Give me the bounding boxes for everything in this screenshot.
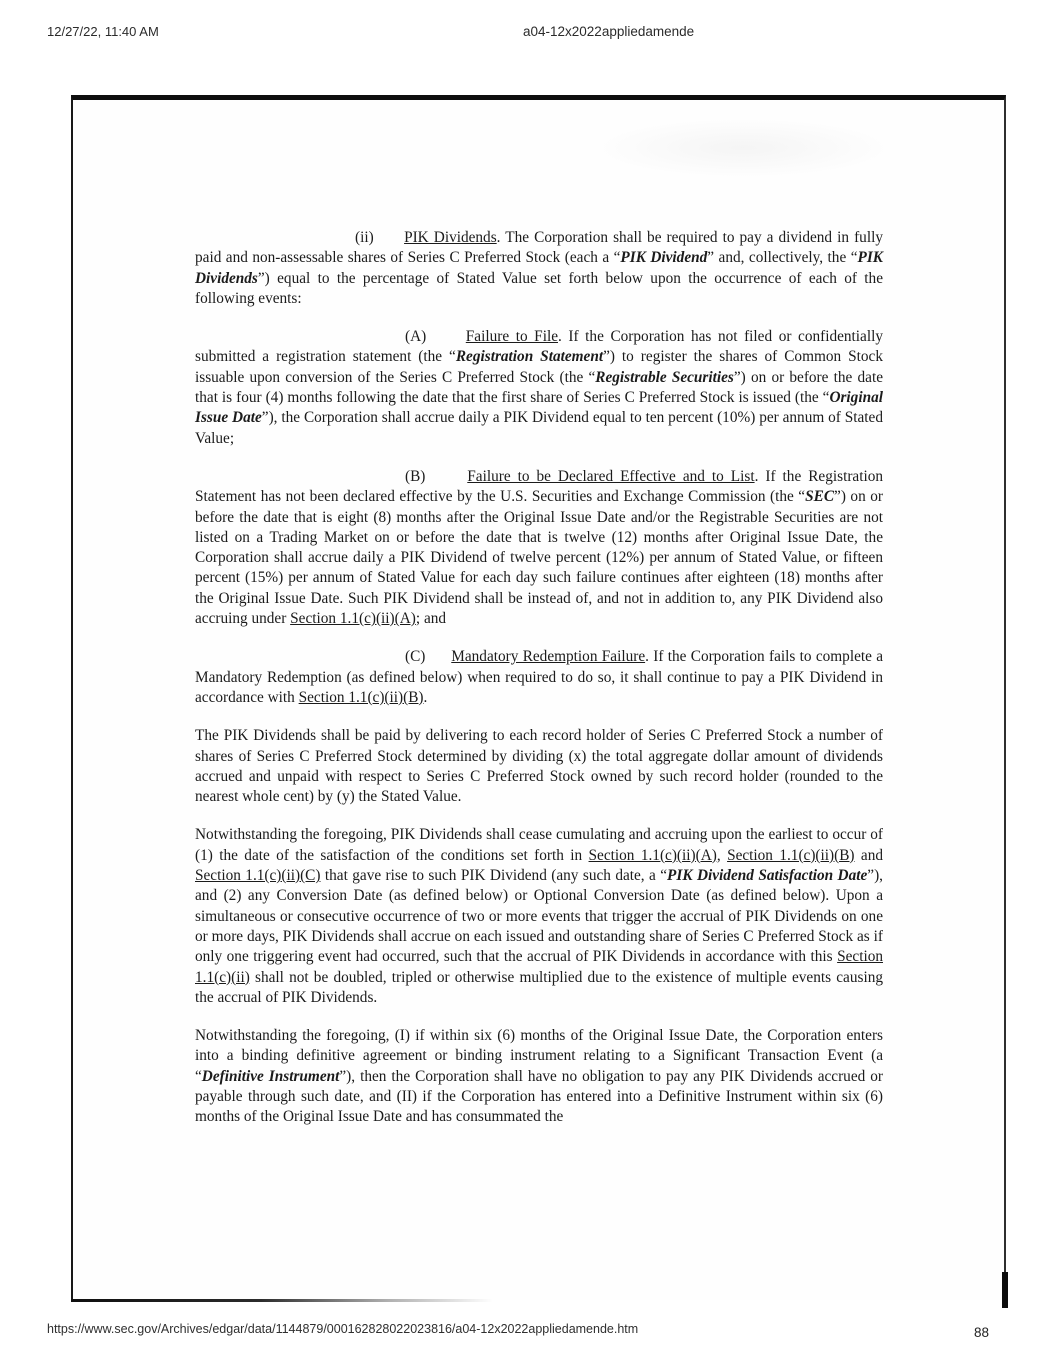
- text-run: . If the Corporation has not filed or confidentially submitted a registration statement (the “: [195, 328, 883, 366]
- text-run: PIK Dividends: [195, 249, 883, 287]
- text-run: ” and, collectively, the “: [707, 249, 858, 267]
- paragraph: [195, 327, 883, 449]
- text-run: ”), and (2) any Conversion Date (as defined below) or Optional Conversion Date (as defined below). Upon a simultaneous or consecutive occurrence of two or more events that trigger the accrual of PIK Dividends on one or more days, PIK Dividends shall accrue on each issued and outstanding share of Series C Preferred Stock as if only one triggering event had occurred, such that the accrual of PIK Dividends in accordance with this: [195, 867, 883, 966]
- page-border-bottom-artifact: [71, 1299, 493, 1302]
- text-run: ,: [716, 846, 728, 864]
- page-border-corner-artifact: [1002, 1272, 1008, 1308]
- text-run: PIK Dividend Satisfaction Date: [667, 867, 868, 885]
- text-run: Registration Statement: [455, 348, 604, 366]
- text-run: (B): [405, 467, 468, 485]
- text-run: Section 1.1(c)(ii)(B): [298, 688, 424, 706]
- text-run: Notwithstanding the foregoing, PIK Dividends shall cease cumulating and accruing upon the earliest to occur of (1) the date of the satisfaction of the conditions set forth in: [195, 826, 883, 864]
- text-run: Mandatory Redemption Failure: [451, 648, 646, 666]
- text-run: and: [854, 846, 883, 864]
- text-run: Failure to File: [465, 328, 558, 346]
- text-run: ”), the Corporation shall accrue daily a PIK Dividend equal to ten percent (10%) per annum of Stated Value;: [195, 409, 883, 447]
- paragraph: [195, 647, 883, 708]
- text-run: (ii): [355, 229, 405, 246]
- text-run: Failure to be Declared Effective and to List: [467, 467, 755, 485]
- text-run: . If the Corporation fails to complete a Mandatory Redemption (as defined below) when required to do so, it shall continue to pay a PIK Dividend in accordance with: [195, 648, 883, 706]
- text-run: Section 1.1(c)(ii)(A): [290, 610, 416, 628]
- paragraph: [195, 1026, 883, 1127]
- text-run: PIK Dividend: [620, 249, 708, 267]
- text-run: Definitive Instrument: [201, 1067, 340, 1085]
- scan-smudge-artifact: [593, 118, 893, 178]
- text-run: ”) equal to the percentage of Stated Value set forth below upon the occurrence of each of the following events:: [195, 269, 883, 307]
- text-run: The PIK Dividends shall be paid by delivering to each record holder of Series C Preferred Stock a number of shares of Series C Preferred Stock determined by dividing (x) the total aggregate dollar amount of dividends accrued and unpaid with respect to Series C Preferred Stock owned by such record holder (rounded to the nearest whole cent) by (y) the Stated Value.: [195, 727, 883, 806]
- text-run: Section 1.1(c)(ii)(C): [195, 867, 321, 885]
- paragraph: [195, 726, 883, 807]
- text-run: ”), then the Corporation shall have no obligation to pay any PIK Dividends accrued or payable through such date, and (II) if the Corporation has entered into a Definitive Instrument within six (6) months of the Original Issue Date and has consummated the: [195, 1067, 883, 1126]
- print-header-document-title: a04-12x2022appliedamende: [523, 24, 695, 39]
- text-run: (A): [405, 328, 466, 346]
- text-run: shall not be doubled, tripled or otherwise multiplied due to the existence of multiple events causing the accrual of PIK Dividends.: [195, 968, 883, 1006]
- text-run: ”) to register the shares of Common Stock issuable upon conversion of the Series C Preferred Stock (the “: [195, 348, 883, 386]
- text-run: Registrable Securities: [595, 368, 734, 386]
- text-run: Notwithstanding the foregoing, (I) if within six (6) months of the Original Issue Date, the Corporation enters into a binding definitive agreement or binding instrument relating to a Significant Transaction Event (a “: [195, 1027, 883, 1085]
- document-body: [195, 228, 883, 1146]
- paragraph: [195, 228, 883, 309]
- text-run: Section 1.1(c)(ii)(A): [588, 846, 717, 864]
- text-run: PIK Dividends: [404, 229, 497, 246]
- text-run: ; and: [415, 610, 447, 628]
- text-run: that gave rise to such PIK Dividend (any such date, a “: [320, 867, 668, 885]
- document-page: [71, 95, 1006, 1300]
- print-footer-page-number: 88: [973, 1325, 989, 1340]
- text-run: ”) on or before the date that is eight (8) months after the Original Issue Date and/or the Registrable Securities are not listed on a Trading Market on or before the date that is twelve (12) months after Original Issue Date, the Corporation shall accrue daily a PIK Dividend of twelve percent (12%) per annum of Stated Value, or fifteen percent (15%) per annum of Stated Value for each day such failure continues after eighteen (18) months after the Original Issue Date. Such PIK Dividend shall be instead of, and not in addition to, any PIK Dividend also accruing under: [195, 488, 883, 628]
- text-run: ”) on or before the date that is four (4) months following the date that the first share of Series C Preferred Stock is issued (the “: [195, 368, 883, 407]
- text-run: . The Corporation shall be required to pay a dividend in fully paid and non-assessable shares of Series C Preferred Stock (each a “: [195, 229, 883, 267]
- paragraph: [195, 825, 883, 1008]
- text-run: .: [423, 688, 428, 706]
- paragraph: [195, 467, 883, 629]
- text-run: Section 1.1(c)(ii)(B): [727, 846, 855, 864]
- text-run: . If the Registration Statement has not been declared effective by the U.S. Securities and Exchange Commission (the “: [195, 467, 883, 506]
- text-run: Original Issue Date: [195, 389, 883, 427]
- text-run: SEC: [805, 488, 835, 506]
- print-header-datetime: 12/27/22, 11:40 AM: [47, 24, 159, 39]
- text-run: (C): [405, 648, 452, 666]
- print-footer-source-url: https://www.sec.gov/Archives/edgar/data/1144879/000162828022023816/a04-12x2022appliedamende.htm: [47, 1322, 639, 1336]
- text-run: Section 1.1(c)(ii): [195, 948, 883, 986]
